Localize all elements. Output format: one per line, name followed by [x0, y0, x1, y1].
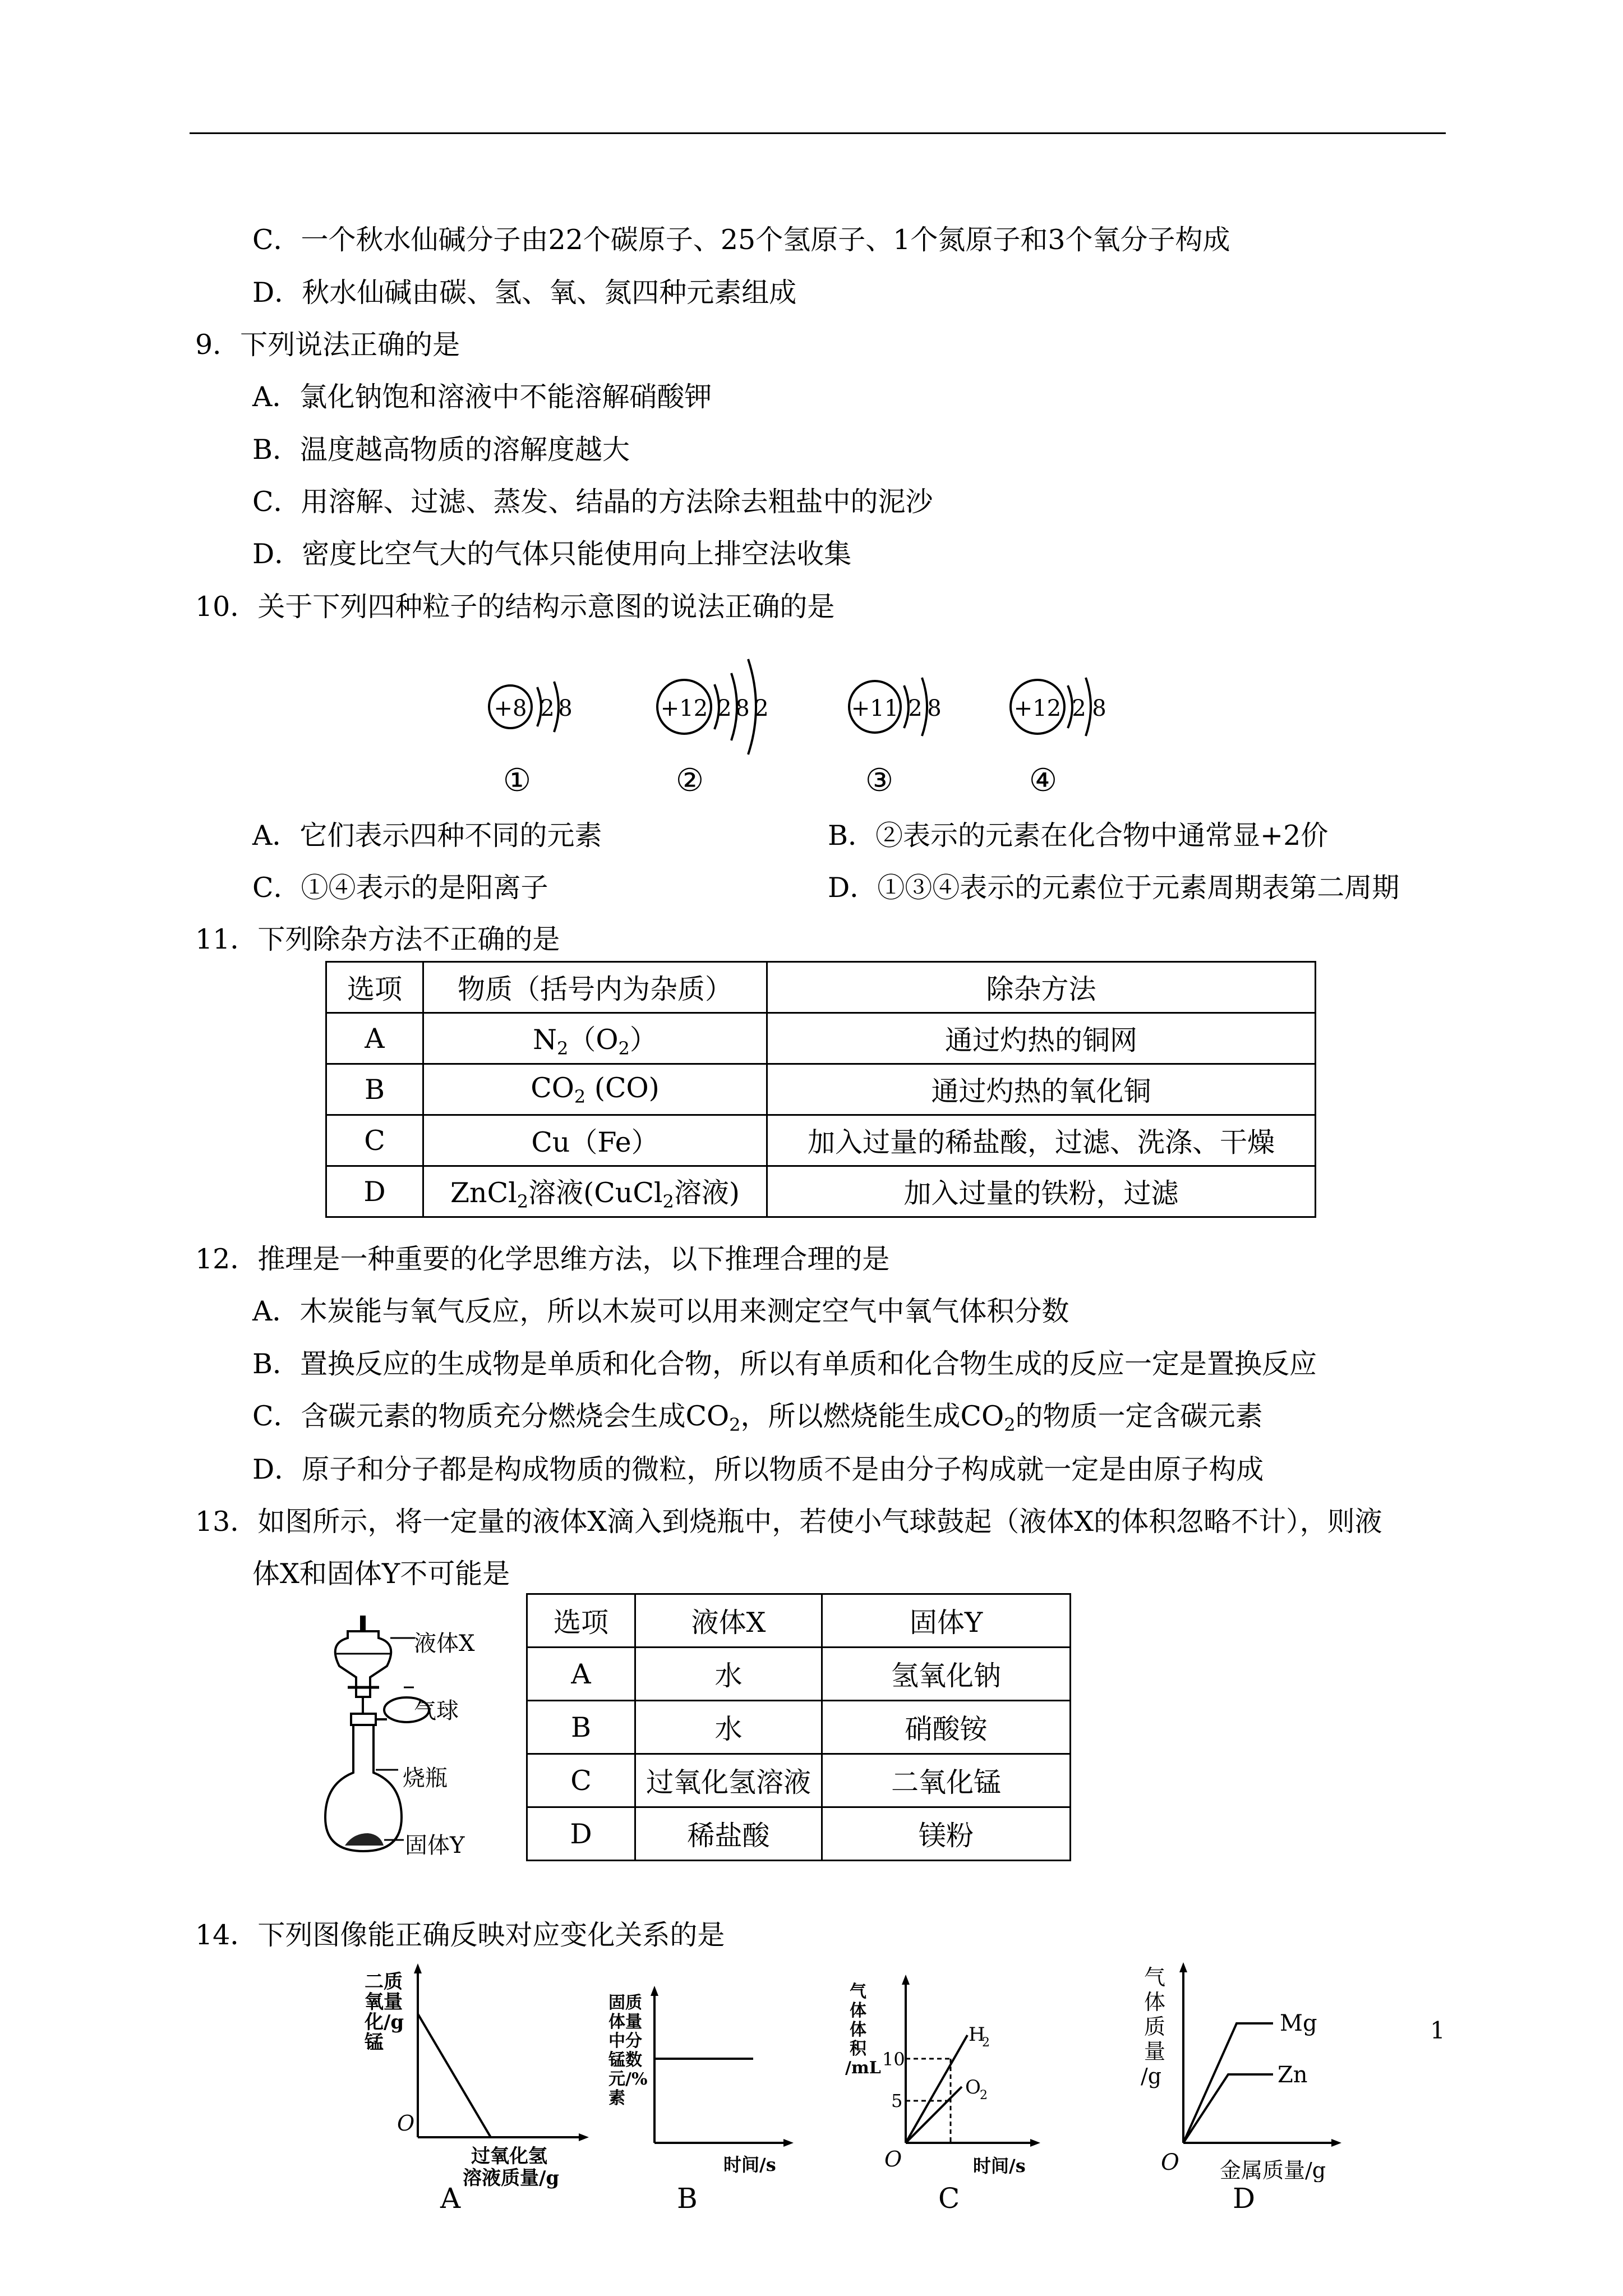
svg-text:元/%: 元/%	[608, 2069, 648, 2089]
svg-text:气: 气	[1144, 1965, 1166, 1990]
table-cell: 过氧化氢溶液	[635, 1754, 822, 1807]
svg-text:体: 体	[850, 2001, 866, 2021]
table-header-cell: 除杂方法	[767, 962, 1316, 1013]
q12-option-c: C．含碳元素的物质充分燃烧会生成$CO_2$，所以燃烧能生成$CO_2$的物质一定含碳元素	[252, 1400, 1263, 1435]
table-cell: Cu（Fe）	[423, 1115, 767, 1166]
table-cell: 通过灼热的氧化铜	[767, 1064, 1316, 1115]
svg-text:质: 质	[1144, 2014, 1166, 2039]
header-rule	[190, 132, 1446, 134]
svg-text:2: 2	[908, 696, 923, 721]
q13-table	[526, 1593, 1071, 1861]
table-header-row	[527, 1594, 1071, 1648]
table-cell: B	[326, 1064, 423, 1115]
table-row	[527, 1807, 1071, 1861]
svg-text:8: 8	[558, 696, 573, 721]
balloon-label: 气球	[414, 1698, 459, 1724]
q8-option-c: C．一个秋水仙碱分子由22个碳原子、25个氢原子、1个氮原子和3个氧分子构成	[252, 224, 1230, 256]
q9-stem: 9．下列说法正确的是	[195, 329, 460, 361]
svg-text:二质: 二质	[365, 1971, 403, 1993]
table-cell: 二氧化锰	[822, 1754, 1071, 1807]
table-cell: 硝酸铵	[822, 1701, 1071, 1754]
table-row	[527, 1754, 1071, 1807]
q12-stem: 12．推理是一种重要的化学思维方法，以下推理合理的是	[195, 1243, 890, 1275]
graph-c-caption: C	[938, 2182, 960, 2215]
svg-text:体: 体	[1144, 1990, 1166, 2014]
q10-option-b: B．②表示的元素在化合物中通常显+2价	[828, 820, 1329, 852]
particle-3	[849, 678, 942, 799]
q9-option-c: C．用溶解、过滤、蒸发、结晶的方法除去粗盐中的泥沙	[252, 486, 933, 518]
table-header-cell: 选项	[527, 1594, 635, 1648]
svg-text:10: 10	[882, 2049, 905, 2070]
q11-table	[325, 961, 1316, 1218]
table-cell: 水	[635, 1701, 822, 1754]
svg-text:化/g: 化/g	[365, 2011, 404, 2033]
q12-option-a: A．木炭能与氧气反应，所以木炭可以用来测定空气中氧气体积分数	[252, 1295, 1069, 1327]
graph-a	[359, 1963, 594, 2199]
svg-text:固质: 固质	[608, 1993, 642, 2013]
svg-text:气: 气	[850, 1982, 866, 2001]
svg-text:O: O	[884, 2147, 902, 2171]
q13-stem-line2: 体X和固体Y不可能是	[252, 1558, 510, 1590]
svg-text:8: 8	[1092, 696, 1106, 721]
svg-text:8: 8	[927, 696, 942, 721]
table-cell: B	[527, 1701, 635, 1754]
table-cell: 水	[635, 1648, 822, 1701]
q9-option-b: B．温度越高物质的溶解度越大	[252, 434, 630, 466]
table-header-cell: 物质（括号内为杂质）	[423, 962, 767, 1013]
svg-text:时间/s: 时间/s	[973, 2155, 1026, 2177]
table-cell: A	[527, 1648, 635, 1701]
table-cell: $CO_2$ (CO)	[423, 1064, 767, 1115]
particle-2	[657, 659, 769, 799]
svg-text:+12: +12	[660, 696, 708, 721]
svg-text:+12: +12	[1013, 696, 1062, 721]
svg-text:Mg: Mg	[1280, 2010, 1317, 2036]
table-row	[326, 1013, 1316, 1064]
particle-1	[489, 682, 573, 799]
table-cell: A	[326, 1013, 423, 1064]
svg-text:锰数: 锰数	[608, 2050, 642, 2070]
svg-text:中分: 中分	[608, 2031, 642, 2051]
q10-stem: 10．关于下列四种粒子的结构示意图的说法正确的是	[195, 591, 835, 623]
svg-text:/mL: /mL	[845, 2058, 881, 2078]
table-cell: D	[326, 1166, 423, 1217]
q9-option-d: D．密度比空气大的气体只能使用向上排空法收集	[252, 538, 852, 570]
svg-text:①: ①	[502, 762, 532, 799]
svg-text:②: ②	[675, 762, 704, 799]
svg-text:2: 2	[540, 696, 555, 721]
svg-text:金属质量/g: 金属质量/g	[1220, 2158, 1326, 2182]
table-cell: 氢氧化钠	[822, 1648, 1071, 1701]
table-header-cell: 固体Y	[822, 1594, 1071, 1648]
table-cell: 通过灼热的铜网	[767, 1013, 1316, 1064]
table-cell: 镁粉	[822, 1807, 1071, 1861]
svg-text:2: 2	[754, 696, 769, 721]
table-cell: 加入过量的铁粉，过滤	[767, 1166, 1316, 1217]
svg-text:体: 体	[850, 2020, 866, 2040]
q9-option-a: A．氯化钠饱和溶液中不能溶解硝酸钾	[252, 381, 712, 413]
table-header-cell: 液体X	[635, 1594, 822, 1648]
svg-text:素: 素	[608, 2088, 625, 2108]
svg-text:体量: 体量	[608, 2012, 642, 2032]
table-cell: D	[527, 1807, 635, 1861]
svg-text:③: ③	[865, 762, 894, 799]
svg-text:积: 积	[850, 2039, 866, 2059]
svg-text:O: O	[397, 2111, 415, 2136]
svg-text:O: O	[1161, 2150, 1179, 2175]
svg-text:锰: 锰	[365, 2031, 384, 2054]
q10-option-a: A．它们表示四种不同的元素	[252, 820, 602, 852]
svg-text:+8: +8	[494, 696, 527, 721]
svg-text:时间/s: 时间/s	[723, 2154, 776, 2175]
svg-text:2: 2	[1072, 696, 1086, 721]
q12-option-d: D．原子和分子都是构成物质的微粒，所以物质不是由分子构成就一定是由原子构成	[252, 1453, 1264, 1485]
svg-text:2: 2	[982, 2036, 990, 2050]
svg-text:过氧化氢: 过氧化氢	[471, 2145, 547, 2168]
q10-option-c: C．①④表示的是阳离子	[252, 872, 548, 904]
svg-text:2: 2	[717, 696, 732, 721]
svg-text:④: ④	[1029, 762, 1058, 799]
graph-d-caption: D	[1233, 2182, 1256, 2215]
table-header-cell: 选项	[326, 962, 423, 1013]
table-cell: 稀盐酸	[635, 1807, 822, 1861]
q11-stem: 11．下列除杂方法不正确的是	[195, 923, 560, 955]
particle-4	[1011, 678, 1106, 799]
table-cell: 加入过量的稀盐酸，过滤、洗涤、干燥	[767, 1115, 1316, 1166]
svg-text:氧量: 氧量	[365, 1991, 403, 2013]
graph-d	[1133, 1958, 1374, 2182]
graph-c	[844, 1975, 1057, 2188]
svg-text:Zn: Zn	[1278, 2062, 1308, 2088]
table-cell: C	[326, 1115, 423, 1166]
q8-option-d: D．秋水仙碱由碳、氢、氧、氮四种元素组成	[252, 277, 797, 309]
q13-stem-line1: 13．如图所示，将一定量的液体X滴入到烧瓶中，若使小气球鼓起（液体X的体积忽略不计），则液	[195, 1506, 1382, 1538]
flask-label: 烧瓶	[403, 1765, 448, 1791]
svg-text:H: H	[969, 2023, 985, 2046]
table-row	[527, 1701, 1071, 1754]
q12-option-b: B．置换反应的生成物是单质和化合物，所以有单质和化合物生成的反应一定是置换反应	[252, 1348, 1317, 1380]
graph-b	[603, 1986, 805, 2188]
table-header-row	[326, 962, 1316, 1013]
table-cell: C	[527, 1754, 635, 1807]
table-cell: $N_2(O_2)$	[423, 1013, 767, 1064]
table-row	[326, 1166, 1316, 1217]
svg-text:量: 量	[1144, 2039, 1166, 2064]
q14-stem: 14．下列图像能正确反映对应变化关系的是	[195, 1919, 725, 1951]
page-number: 1	[1430, 2017, 1445, 2044]
svg-text:8: 8	[735, 696, 750, 721]
solid-y-label: 固体Y	[405, 1833, 465, 1858]
q10-option-d: D．①③④表示的元素位于元素周期表第二周期	[828, 872, 1400, 904]
table-cell: ZnCl$_2$溶液(CuCl$_2$溶液)	[423, 1166, 767, 1217]
graph-a-caption: A	[440, 2182, 461, 2215]
graph-b-caption: B	[677, 2182, 698, 2215]
svg-text:5: 5	[891, 2090, 903, 2111]
table-row	[326, 1064, 1316, 1115]
svg-text:O: O	[965, 2076, 981, 2099]
svg-text:溶液质量/g: 溶液质量/g	[463, 2167, 560, 2189]
particle-structure-diagrams	[471, 634, 1122, 802]
svg-text:2: 2	[980, 2088, 988, 2102]
table-row	[326, 1115, 1316, 1166]
liquid-x-label: 液体X	[414, 1631, 475, 1657]
svg-text:/g: /g	[1141, 2064, 1162, 2088]
svg-text:+11: +11	[851, 696, 899, 721]
table-row	[527, 1648, 1071, 1701]
